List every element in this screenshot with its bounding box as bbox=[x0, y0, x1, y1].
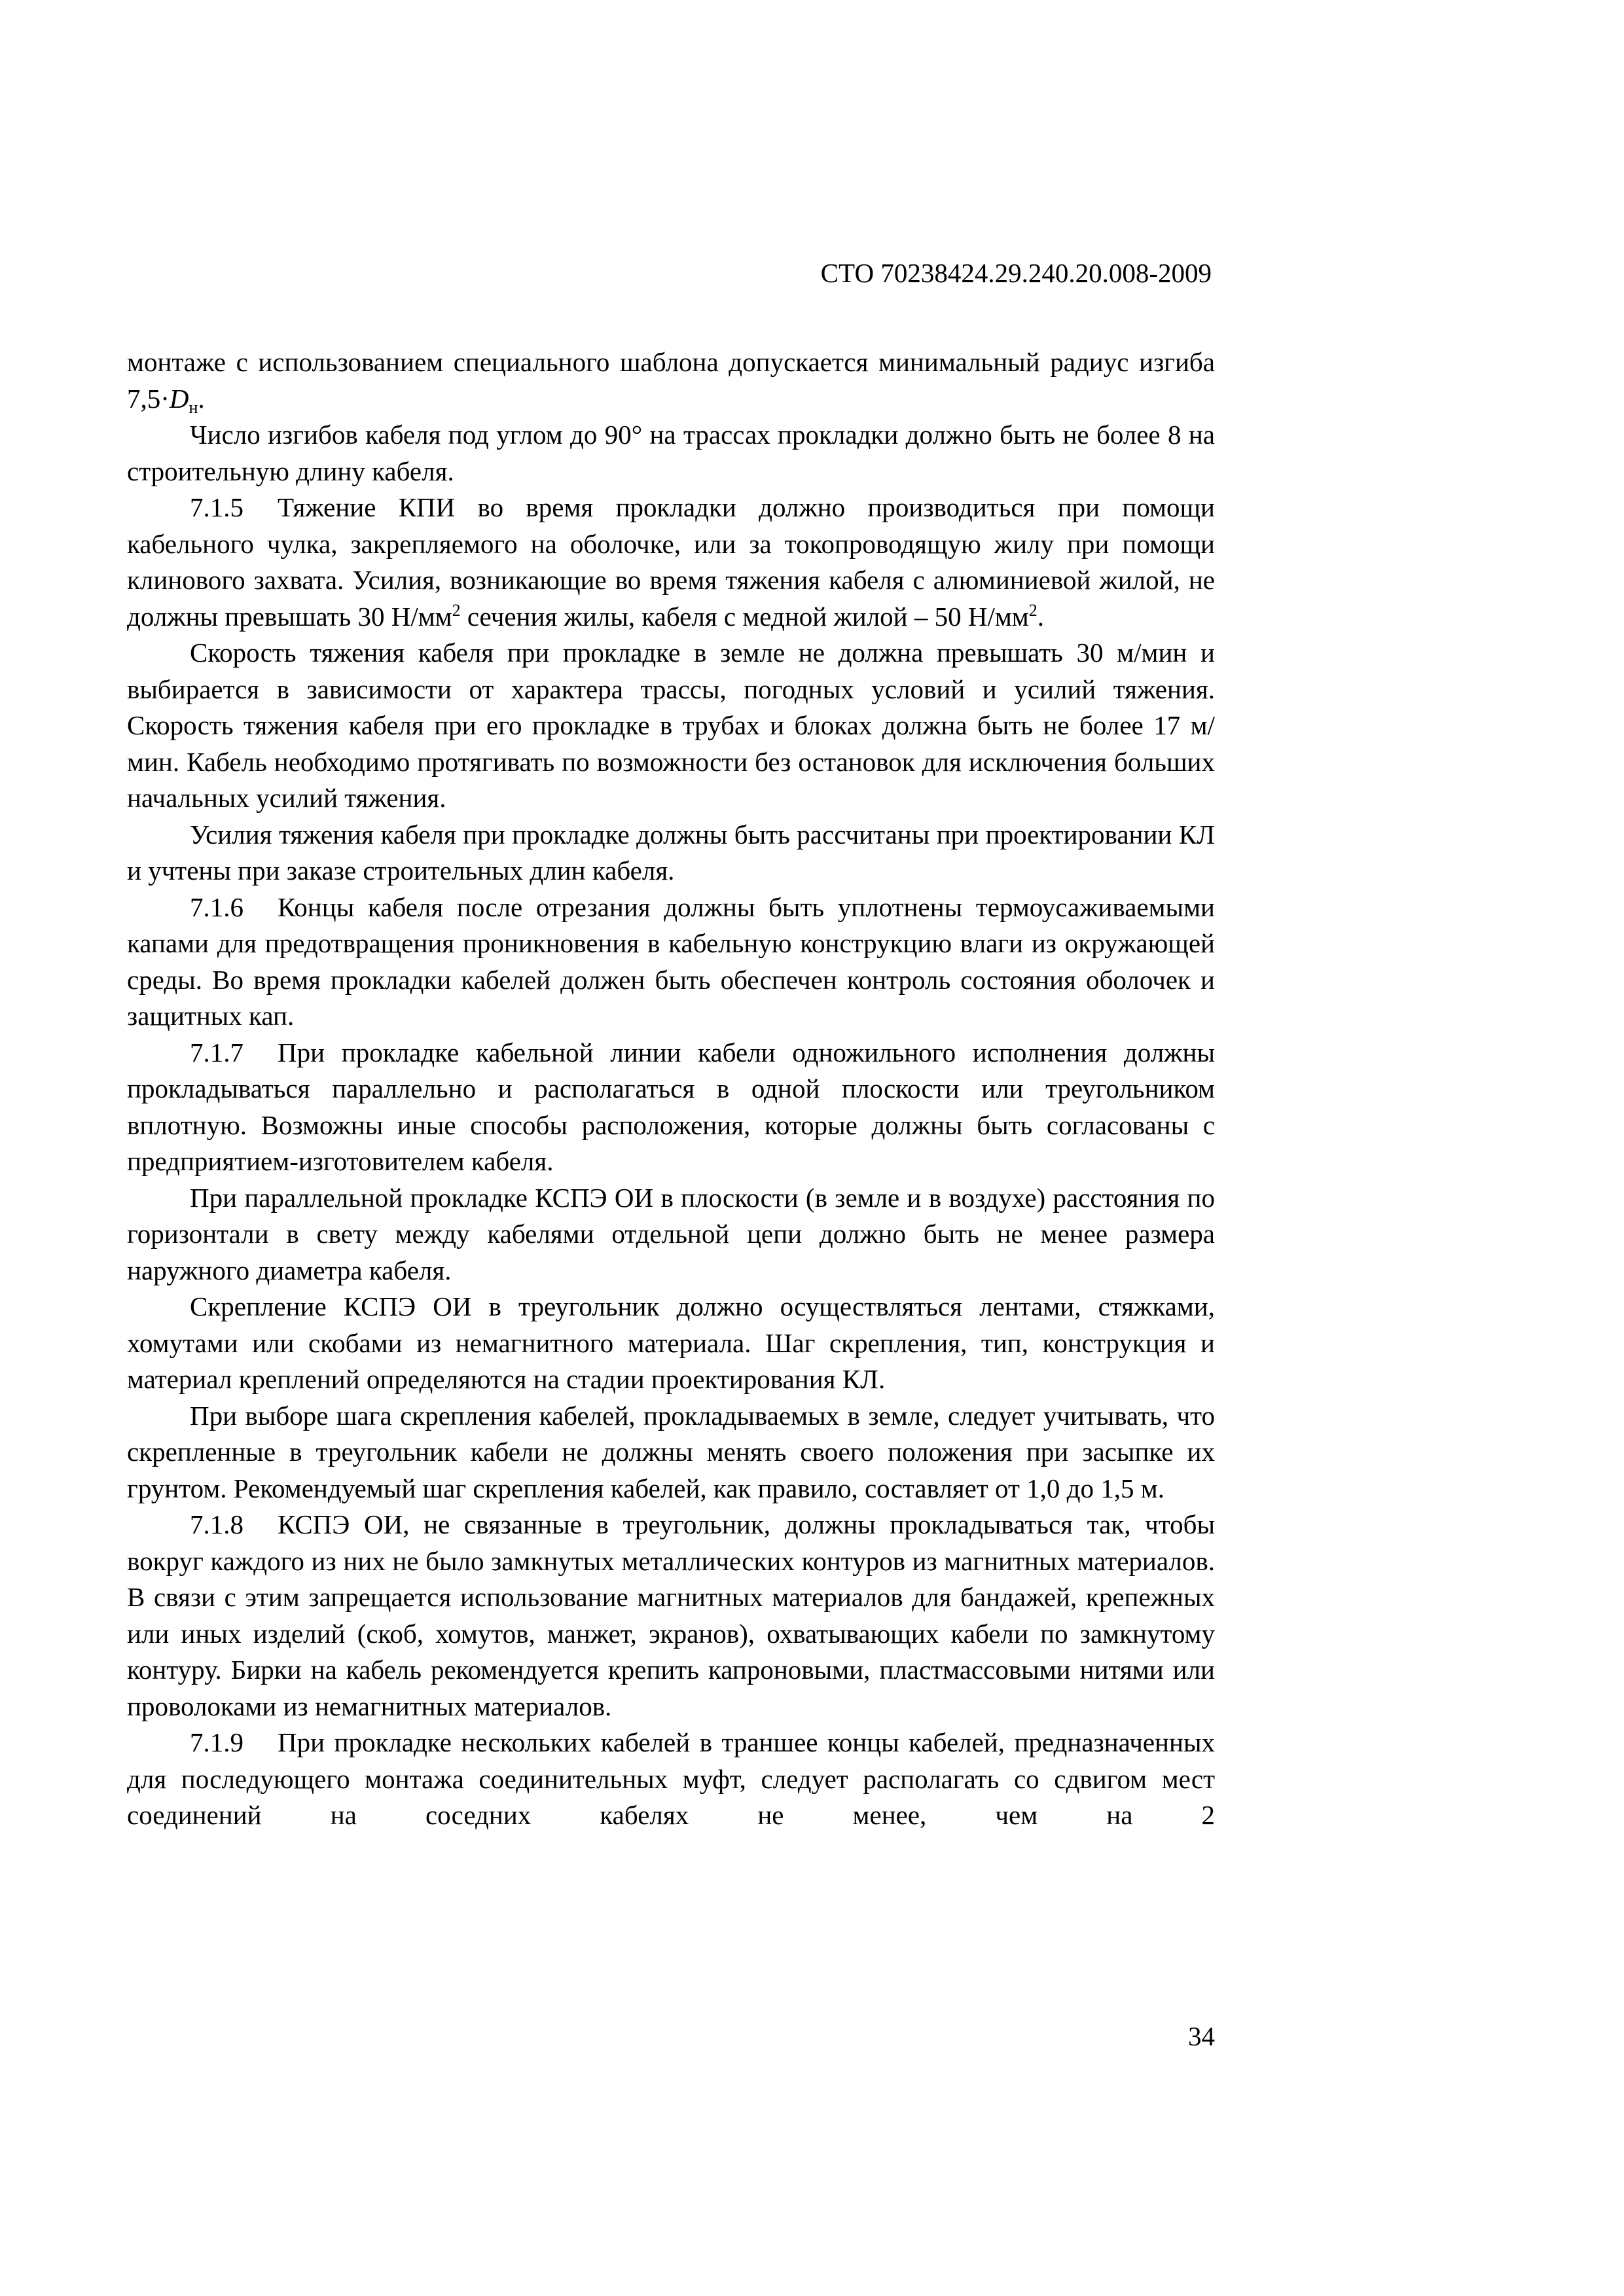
clause-text: Концы кабеля после отрезания должны быть уплотнены термоусаживаемыми капами для предотвращения проникновения в кабельную конструкцию влаги из окружающей среды. Во время прокладки кабелей должен быть обеспечен контроль состояния оболочек и защитных кап. bbox=[127, 891, 1215, 1031]
paragraph: Скрепление КСПЭ ОИ в треугольник должно осуществляться лентами, стяжками, хомутами или скобами из немагнитного материала. Шаг скрепления, тип, конструкция и материал креплений определяются на стадии проектирования КЛ. bbox=[127, 1291, 1215, 1394]
clause-number: 7.1.8 bbox=[190, 1509, 244, 1539]
clause-number: 7.1.6 bbox=[190, 891, 244, 922]
clause-text: сечения жилы, кабеля с медной жилой – 50 Н/мм bbox=[460, 601, 1029, 632]
clause-text: . bbox=[1037, 601, 1045, 632]
paragraph-text: монтаже с использованием специального шаблона допускается минимальный радиус изгиба 7,5· bbox=[127, 347, 1215, 414]
paragraph: Число изгибов кабеля под углом до 90° на трассах прокладки должно быть не более 8 на строительную длину кабеля. bbox=[127, 420, 1215, 486]
document-header: СТО 70238424.29.240.20.008-2009 bbox=[820, 258, 1212, 288]
clause-number: 7.1.7 bbox=[190, 1037, 244, 1067]
paragraph-end: . bbox=[198, 383, 205, 414]
paragraph: Скорость тяжения кабеля при прокладке в земле не должна превышать 30 м/мин и выбирается в зависимости от характера трассы, погодных условий и усилий тяжения. Скорость тяжения кабеля при его прокладке в трубах и блоках должна быть не более 17 м/мин. Кабель необходимо протягивать по возможности без остановок для исключения больших начальных усилий тяжения. bbox=[127, 637, 1215, 813]
superscript: 2 bbox=[452, 600, 461, 620]
clause-text: КСПЭ ОИ, не связанные в треугольник, должны прокладываться так, чтобы вокруг каждого из них не было замкнутых металлических контуров из магнитных материалов. В связи с этим запрещается использование магнитных материалов для бандажей, крепежных или иных изделий (скоб, хомутов, манжет, экранов), охватывающих кабели по замкнутому контуру. Бирки на кабель рекомендуется крепить капроновыми, пластмассовыми нитями или проволоками из немагнитных материалов. bbox=[127, 1509, 1215, 1721]
paragraph: При параллельной прокладке КСПЭ ОИ в плоскости (в земле и в воздухе) расстояния по горизонтали в свету между кабелями отдельной цепи должно быть не менее размера наружного диаметра кабеля. bbox=[127, 1182, 1215, 1285]
clause-7-1-6 bbox=[127, 889, 1215, 1035]
paragraph: При выборе шага скрепления кабелей, прокладываемых в земле, следует учитывать, что скрепленные в треугольник кабели не должны менять своего положения при засыпке их грунтом. Рекомендуемый шаг скрепления кабелей, как правило, составляет от 1,0 до 1,5 м. bbox=[127, 1400, 1215, 1503]
clause-7-1-5 bbox=[127, 490, 1215, 635]
clause-7-1-8 bbox=[127, 1507, 1215, 1725]
diameter-symbol: D bbox=[169, 383, 189, 414]
paragraph: Усилия тяжения кабеля при прокладке должны быть рассчитаны при проектировании КЛ и учтены при заказе строительных длин кабеля. bbox=[127, 819, 1215, 886]
document-body bbox=[127, 344, 1215, 1834]
clause-number: 7.1.5 bbox=[190, 492, 244, 522]
clause-text: При прокладке нескольких кабелей в траншее концы кабелей, предназначенных для последующего монтажа соединительных муфт, следует располагать со сдвигом мест соединений на соседних кабелях не менее, чем на 2 bbox=[127, 1727, 1215, 1830]
clause-text: При прокладке кабельной линии кабели одножильного исполнения должны прокладываться параллельно и располагаться в одной плоскости или треугольником вплотную. Возможны иные способы расположения, которые должны быть согласованы с предприятием-изготовителем кабеля. bbox=[127, 1037, 1215, 1176]
diameter-subscript: н bbox=[189, 397, 198, 417]
clause-7-1-7 bbox=[127, 1035, 1215, 1180]
superscript: 2 bbox=[1028, 600, 1038, 620]
clause-text: Тяжение КПИ во время прокладки должно производиться при помощи кабельного чулка, закрепляемого на оболочке, или за токопроводящую жилу при помощи клинового захвата. Усилия, возникающие во время тяжения кабеля с алюминиевой жилой, не должны превышать 30 Н/мм bbox=[127, 492, 1215, 632]
clause-7-1-9 bbox=[127, 1725, 1215, 1834]
page-number: 34 bbox=[1188, 2021, 1215, 2051]
clause-number: 7.1.9 bbox=[190, 1727, 244, 1757]
paragraph bbox=[127, 344, 1215, 417]
